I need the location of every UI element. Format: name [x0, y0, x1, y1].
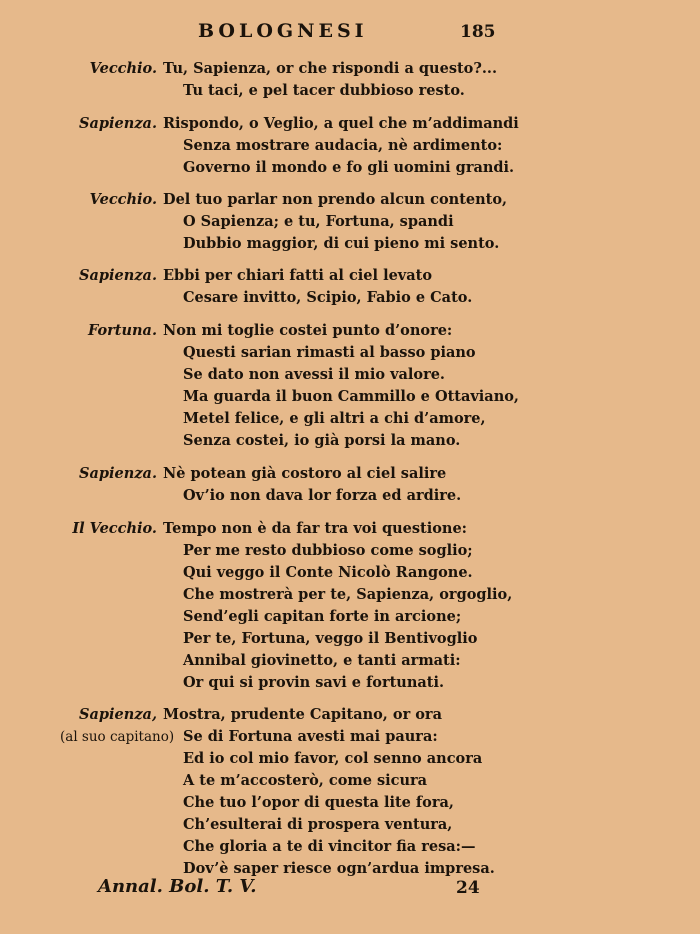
speaker-name: Il Vecchio. — [72, 520, 157, 537]
verse-line — [0, 265, 700, 287]
verse-line — [0, 562, 700, 584]
verse-line — [0, 672, 700, 694]
verse-line — [0, 463, 700, 485]
speaker-name: Vecchio. — [89, 60, 157, 77]
speech-block — [0, 463, 700, 507]
verse-line — [0, 342, 700, 364]
verse-text: Ebbi per chiari fatti al ciel levato — [163, 267, 432, 284]
verse-line — [0, 540, 700, 562]
verse-text: Non mi toglie costei punto d’onore: — [163, 322, 453, 339]
verse-text: Del tuo parlar non prendo alcun contento, — [163, 191, 508, 208]
verse-line — [0, 518, 700, 540]
verse-text: Dov’è saper riesce ogn’ardua impresa. — [183, 860, 495, 877]
verse-text: Per te, Fortuna, veggo il Bentivoglio — [183, 630, 478, 647]
verse-line — [0, 135, 700, 157]
verse-line — [0, 704, 700, 726]
speech-block — [0, 189, 700, 255]
speaker-name: Sapienza. — [79, 267, 157, 284]
verse-text: Governo il mondo e fo gli uomini grandi. — [183, 159, 515, 176]
verse-text: Qui veggo il Conte Nicolò Rangone. — [183, 564, 473, 581]
verse-line — [0, 628, 700, 650]
verse-text: Per me resto dubbioso come soglio; — [183, 542, 473, 559]
verse-line — [0, 748, 700, 770]
verse-line — [0, 211, 700, 233]
page-number: 185 — [460, 22, 496, 42]
verse-line — [0, 386, 700, 408]
verse-line — [0, 189, 700, 211]
verse-text: Che mostrerà per te, Sapienza, orgoglio, — [183, 586, 513, 603]
verse-text: O Sapienza; e tu, Fortuna, spandi — [183, 213, 454, 230]
speaker-name: Fortuna. — [87, 322, 157, 339]
verse-text: Nè potean già costoro al ciel salire — [163, 465, 447, 482]
verse-text: Metel felice, e gli altri a chi d’amore, — [183, 410, 486, 427]
verse-line — [0, 726, 700, 748]
running-header: BOLOGNESI — [198, 20, 368, 42]
verse-line — [0, 233, 700, 255]
verse-text: Mostra, prudente Capitano, or ora — [163, 706, 442, 723]
verse-text: Ed io col mio favor, col senno ancora — [183, 750, 483, 767]
verse-line — [0, 792, 700, 814]
speech-block — [0, 704, 700, 880]
verse-line — [0, 650, 700, 672]
verse-text: Or qui si provin savi e fortunati. — [183, 674, 445, 691]
verse-text: Senza costei, io già porsi la mano. — [183, 432, 461, 449]
verse-text: A te m’accosterò, come sicura — [183, 772, 428, 789]
verse-line — [0, 430, 700, 452]
verse-line — [0, 770, 700, 792]
speaker-name: Sapienza. — [79, 115, 157, 132]
verse-line — [0, 364, 700, 386]
speech-block — [0, 265, 700, 309]
verse-text: Che tuo l’opor di questa lite fora, — [183, 794, 454, 811]
verse-line — [0, 584, 700, 606]
verse-line — [0, 485, 700, 507]
verse-text: Tu, Sapienza, or che rispondi a questo?... — [163, 60, 497, 77]
verse-line — [0, 157, 700, 179]
verse-line — [0, 814, 700, 836]
verse-text: Ma guarda il buon Cammillo e Ottaviano, — [183, 388, 519, 405]
verse-line — [0, 606, 700, 628]
speech-block — [0, 518, 700, 694]
verse-line — [0, 287, 700, 309]
speech-block — [0, 113, 700, 179]
signature-mark: 24 — [456, 878, 480, 898]
speaker-name: Sapienza. — [79, 465, 157, 482]
verse-line — [0, 320, 700, 342]
verse-line — [0, 836, 700, 858]
verse-text: Tu taci, e pel tacer dubbioso resto. — [183, 82, 465, 99]
verse-text: Ov’io non dava lor forza ed ardire. — [183, 487, 462, 504]
verse-text: Se dato non avessi il mio valore. — [183, 366, 445, 383]
verse-text: Cesare invitto, Scipio, Fabio e Cato. — [183, 289, 473, 306]
footer-signature-label: Annal. Bol. T. V. — [98, 876, 257, 897]
speaker-name: Vecchio. — [89, 191, 157, 208]
stage-direction: (al suo capitano) — [60, 729, 175, 745]
speech-block — [0, 58, 700, 102]
verse-text: Questi sarian rimasti al basso piano — [183, 344, 476, 361]
verse-text: Dubbio maggior, di cui pieno mi sento. — [183, 235, 500, 252]
verse-text: Ch’esulterai di prospera ventura, — [183, 816, 453, 833]
verse-line — [0, 80, 700, 102]
speech-block — [0, 320, 700, 452]
verse-text: Senza mostrare audacia, nè ardimento: — [183, 137, 503, 154]
verse-line — [0, 113, 700, 135]
verse-line — [0, 58, 700, 80]
speaker-name: Sapienza, — [79, 706, 157, 723]
verse-text: Che gloria a te di vincitor fia resa:— — [183, 838, 476, 855]
verse-text: Tempo non è da far tra voi questione: — [163, 520, 468, 537]
verse-text: Rispondo, o Veglio, a quel che m’addimandi — [163, 115, 519, 132]
verse-text: Annibal giovinetto, e tanti armati: — [183, 652, 461, 669]
verse-text: Send’egli capitan forte in arcione; — [183, 608, 462, 625]
verse-line — [0, 408, 700, 430]
verse-text: Se di Fortuna avesti mai paura: — [183, 728, 438, 745]
